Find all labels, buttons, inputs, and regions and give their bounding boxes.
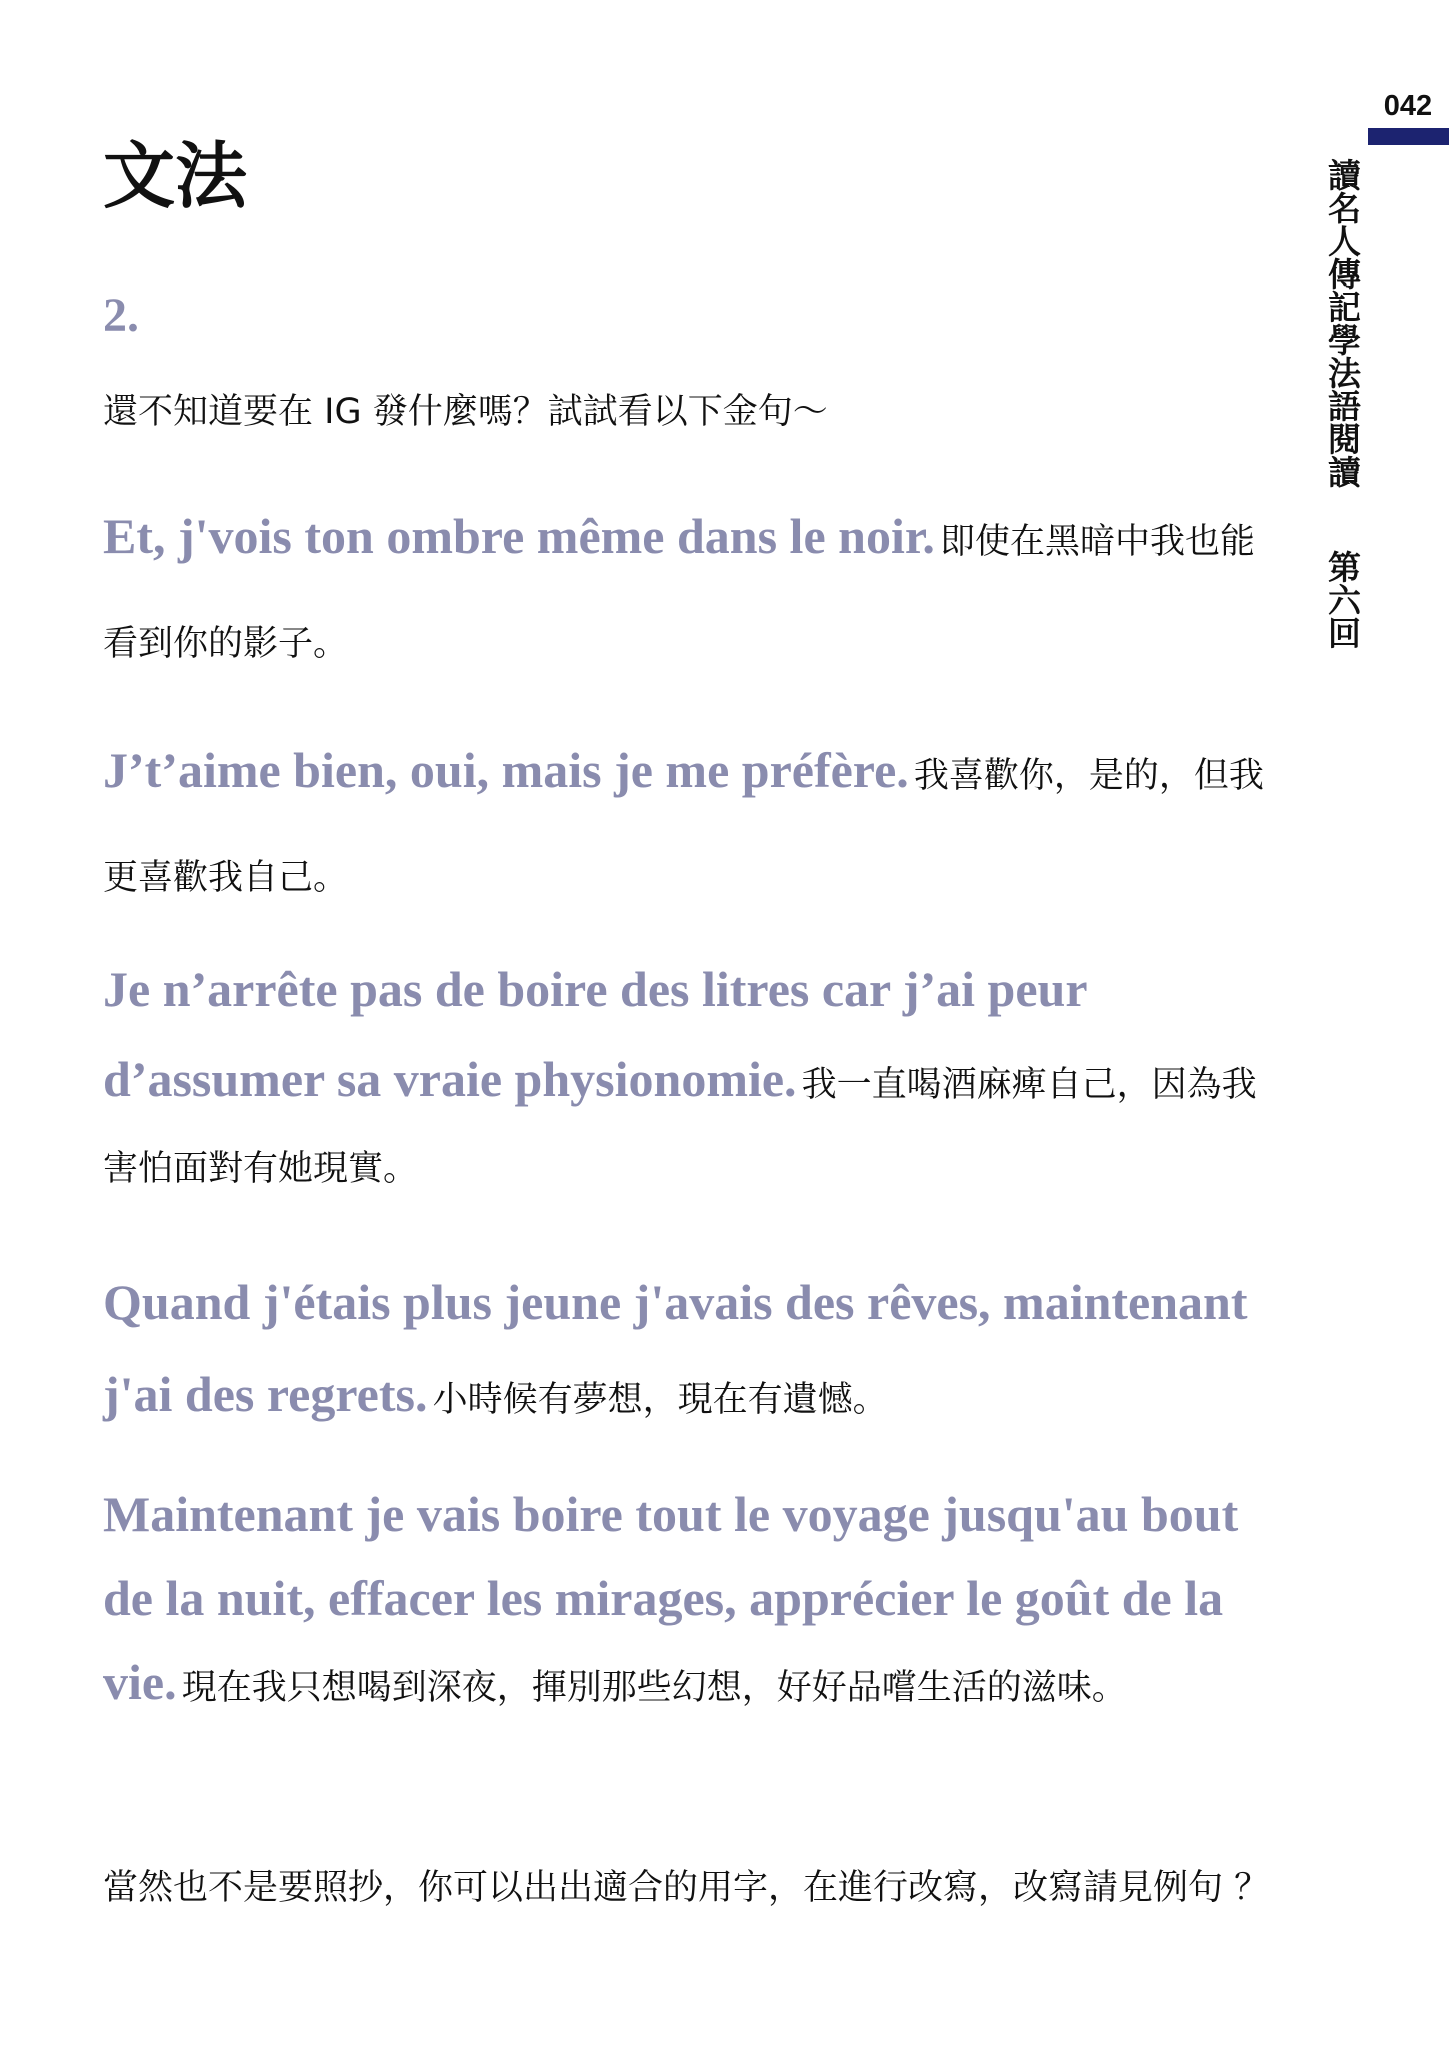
quote-1-chinese: 即使在黑暗中我也能看到你的影子。 [103, 522, 1256, 664]
quote-5 [103, 1478, 1283, 1730]
quote-2 [103, 722, 1283, 932]
quote-3-french: Je n’arrête pas de boire des litres car j’ai peur d’assumer sa vraie physionomie. [103, 961, 1087, 1107]
intro-text: 還不知道要在 IG 發什麼嗎？試試看以下金句～ [103, 392, 828, 432]
chapter-label: 第六回 [1323, 550, 1362, 649]
book-title: 讀名人傳記學法語閱讀 [1323, 158, 1362, 488]
quote-4-french: Quand j'étais plus jeune j'avais des rêves, maintenant j'ai des regrets. [103, 1274, 1248, 1422]
quote-1-french: Et, j'vois ton ombre même dans le noir. [103, 508, 935, 564]
page-number-bar [1368, 128, 1449, 145]
section-number: 2. [103, 289, 139, 342]
quote-5-french: Maintenant je vais boire tout le voyage jusqu'au bout de la nuit, effacer les mirages, apprécier le goût de la vie. [103, 1486, 1239, 1710]
quote-2-chinese: 我喜歡你，是的，但我更喜歡我自己。 [103, 756, 1264, 898]
running-title [1319, 158, 1365, 649]
quote-3 [103, 950, 1283, 1214]
quote-2-french: J’t’aime bien, oui, mais je me préfère. [103, 742, 909, 798]
page-number: 042 [1383, 90, 1433, 122]
quote-4 [103, 1262, 1283, 1446]
quote-3-chinese: 我一直喝酒麻痺自己，因為我害怕面對有她現實。 [103, 1065, 1257, 1189]
outro-text: 當然也不是要照抄，你可以出出適合的用字，在進行改寫，改寫請見例句 ？ [103, 1868, 1270, 1908]
page-title: 文法 [103, 134, 248, 218]
quote-4-chinese: 小時候有夢想，現在有遺憾。 [432, 1380, 888, 1420]
quote-1 [103, 488, 1283, 698]
quote-5-chinese: 現在我只想喝到深夜，揮別那些幻想，好好品嚐生活的滋味。 [181, 1668, 1127, 1708]
